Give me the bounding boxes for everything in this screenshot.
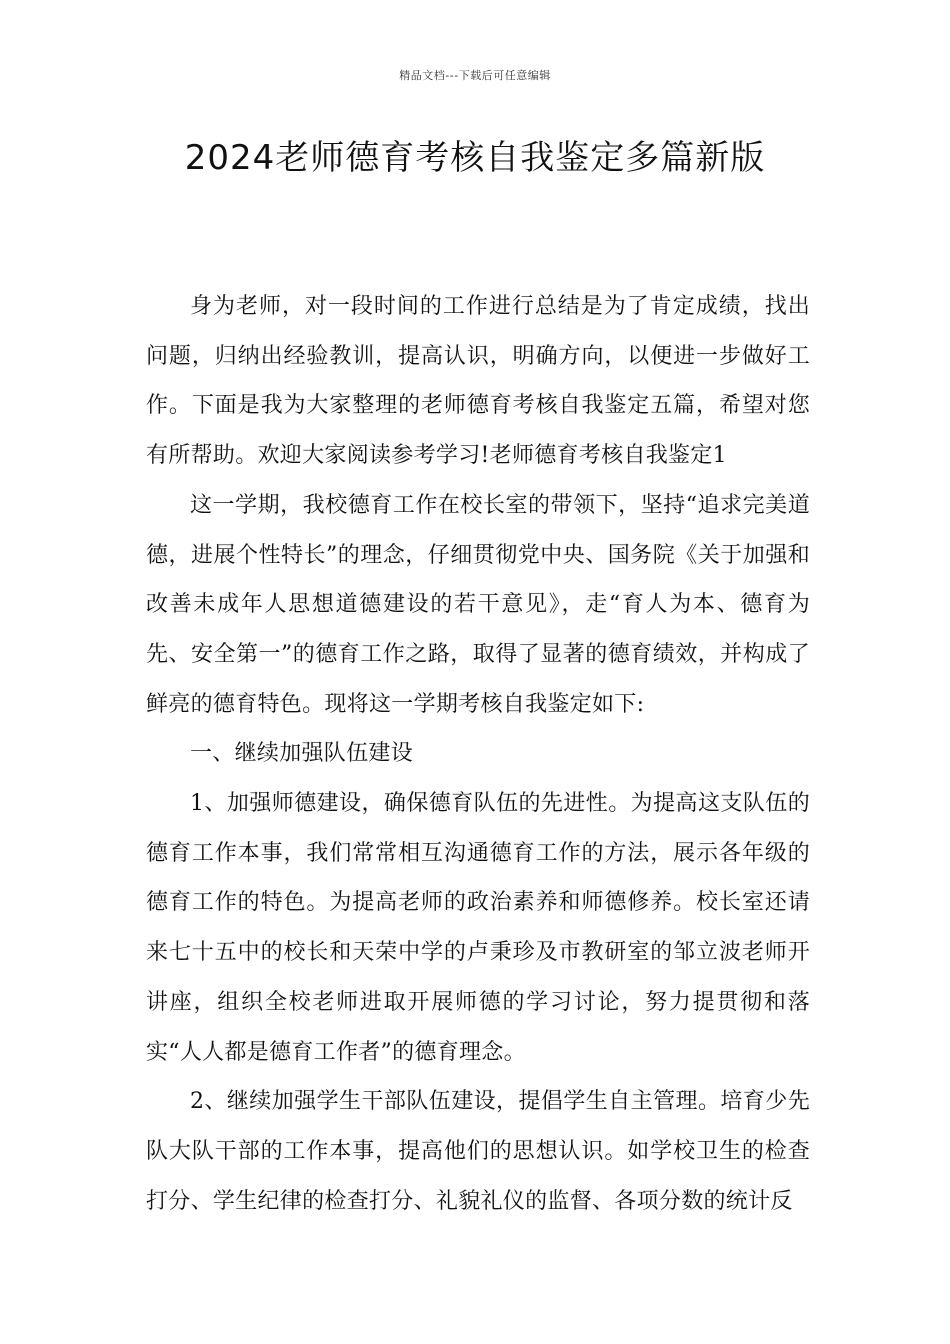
document-title: 2024老师德育考核自我鉴定多篇新版 [184,138,766,178]
header-note: 精品文档---下载后可任意编辑 [399,69,551,82]
paragraph-intro: 身为老师，对一段时间的工作进行总结是为了肯定成绩，找出问题，归纳出经验教训，提高认识，明确方向，以便进一步做好工作。下面是我为大家整理的老师德育考核自我鉴定五篇，希望对您有所帮助。欢迎大家阅读参考学习!老师德育考核自我鉴定1 [146,294,810,469]
document-body [146,282,810,1226]
paragraph-item-1: 1、加强师德建设，确保德育队伍的先进性。为提高这支队伍的德育工作本事，我们常常相互沟通德育工作的方法，展示各年级的德育工作的特色。为提高老师的政治素养和师德修养。校长室还请来七十五中的校长和天荣中学的卢秉珍及市教研室的邹立波老师开讲座，组织全校老师进取开展师德的学习讨论，努力提贯彻和落实“人人都是德育工作者”的德育理念。 [146,791,810,1065]
paragraph-semester-summary: 这一学期，我校德育工作在校长室的带领下，坚持“追求完美道德，进展个性特长”的理念，仔细贯彻党中央、国务院《关于加强和改善未成年人思想道德建设的若干意见》，走“育人为本、德育为先、安全第一”的德育工作之路，取得了显著的德育绩效，并构成了鲜亮的德育特色。现将这一学期考核自我鉴定如下: [146,492,810,717]
section-heading: 一、继续加强队伍建设 [190,741,414,767]
paragraph-item-2: 2、继续加强学生干部队伍建设，提倡学生自主管理。培育少先队大队干部的工作本事，提高他们的思想认识。如学校卫生的检查打分、学生纪律的检查打分、礼貌礼仪的监督、各项分数的统计反 [146,1089,810,1214]
